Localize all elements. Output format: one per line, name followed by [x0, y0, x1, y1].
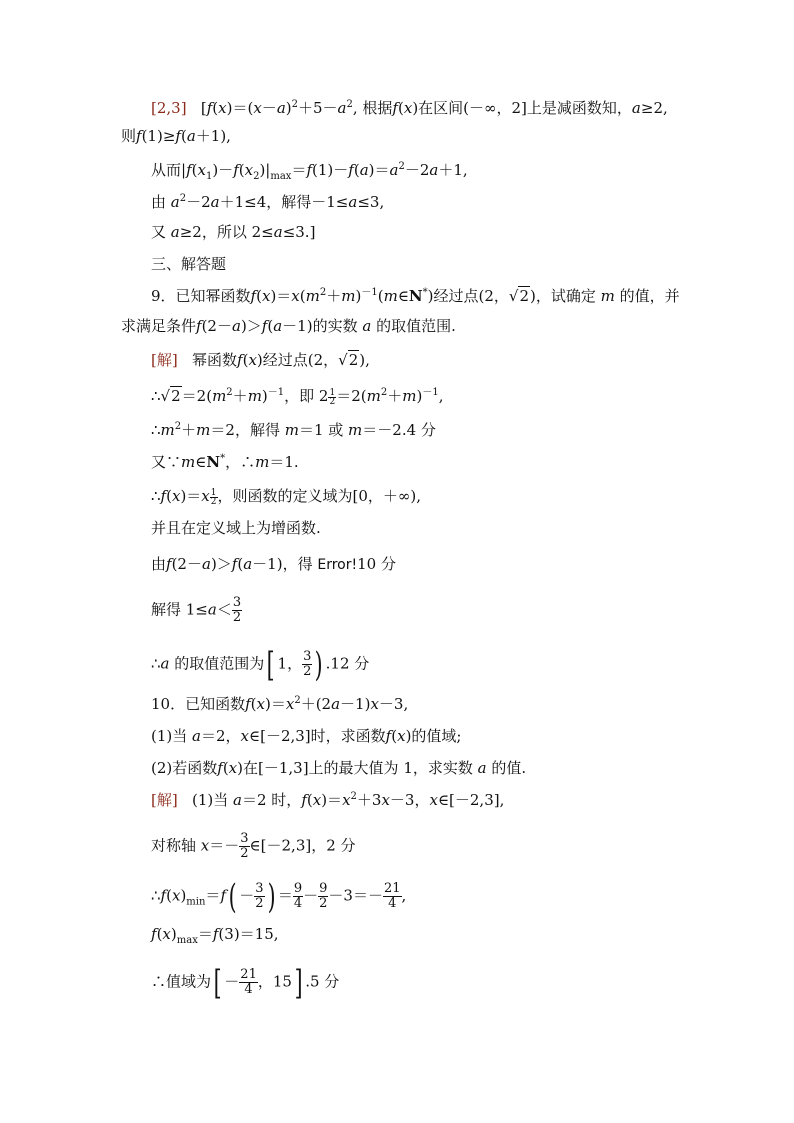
- q10-stem-line-3: (2)若函数f(x)在[－1,3]上的最大值为 1，求实数 a 的值.: [151, 759, 527, 777]
- q10-solution-line-1: [解] (1)当 a＝2 时，$f(x)=x^2+3x-3$，x∈[－2,3],: [151, 791, 505, 809]
- q9-stem-line-2: 求满足条件f(2－a)＞f(a－1)的实数 a 的取值范围.: [121, 317, 456, 335]
- q10-stem-line-2: (1)当 a＝2，x∈[－2,3]时，求函数f(x)的值域;: [151, 727, 462, 745]
- q9-solution-line-1: [解] 幂函数f(x)经过点(2，√2),: [151, 351, 370, 369]
- q9-solution-line-6: 并且在定义域上为增函数.: [151, 519, 321, 537]
- p8-line-3: 从而$|f(x_1)-f(x_2)|_{max}=f(1)-f(a)=a^2-2a+1$,: [151, 161, 468, 182]
- q9-solution-line-2: $\therefore√2=2(m^2+m)^{-1}$，即 2 $\frac{1}{2}$ $=2(m^2+m)^{-1}$,: [151, 387, 444, 407]
- q10-solution-line-4: $f(x)_{max}=f(3)=15$,: [151, 925, 279, 946]
- solution-tag-2: [解]: [151, 791, 178, 809]
- q9-solution-line-3: $\therefore m^2+m=2$，解得 m＝1 或 m＝－2.4 分: [151, 421, 436, 439]
- p8-line-5: 又 a≥2，所以 2≤a≤3.]: [151, 223, 316, 241]
- q9-solution-line-4: 又∵m∈N*，∴m＝1.: [151, 453, 299, 471]
- q9-solution-line-9: ∴a 的取值范围为[ 1， $\frac{3}{2}$ ) .12 分: [151, 644, 370, 685]
- error-text: Error!: [317, 557, 358, 573]
- solution-tag: [解]: [151, 351, 178, 369]
- q9-solution-line-8: 解得 1≤a＜ $\frac{3}{2}$: [151, 595, 242, 625]
- section-heading: 三、解答题: [151, 255, 227, 273]
- q9-solution-line-5: ∴f(x)＝x $\frac{1}{2}$ ，则函数的定义域为[0，＋∞),: [151, 487, 422, 507]
- q10-solution-line-5: ∴值域为[ － $\frac{21}{4}$ ，15] .5 分: [151, 962, 340, 1003]
- points-note: 10 分: [357, 555, 396, 573]
- q9-solution-line-7: 由f(2－a)＞f(a－1)，得 Error!10 分: [151, 555, 396, 573]
- q10-stem-line-1: 10．已知函数$f(x)=x^2+(2a-1)x-3$,: [151, 695, 409, 713]
- q9-stem-line-1: 9．已知幂函数$f(x)=x(m^2+m)^{-1}(m\in N^*)$经过点(2，√2)，试确定 m 的值，并: [151, 287, 680, 305]
- q10-solution-line-3: $\therefore f(x)_{min}=f$( － $\frac{3}{2}$ ) ＝ $\frac{9}{4}$ － $\frac{9}{2}$ －3＝－ $\frac{21}{4}$ ,: [151, 876, 407, 917]
- q10-solution-line-2: 对称轴 x＝－ $\frac{3}{2}$ ∈[－2,3]，2 分: [151, 831, 356, 861]
- answer-tag: [2,3]: [151, 99, 187, 117]
- p8-line-2: 则f(1)≥f(a＋1),: [121, 127, 231, 145]
- p8-line-4: 由 $a^2-2a+1\le 4$，解得－1≤a≤3,: [151, 193, 385, 211]
- p8-line-1: [2,3] [$f(x)=(x-a)^2+5-a^2$, 根据f(x)在区间(－∞，2]上是减函数知，a≥2,: [151, 99, 668, 117]
